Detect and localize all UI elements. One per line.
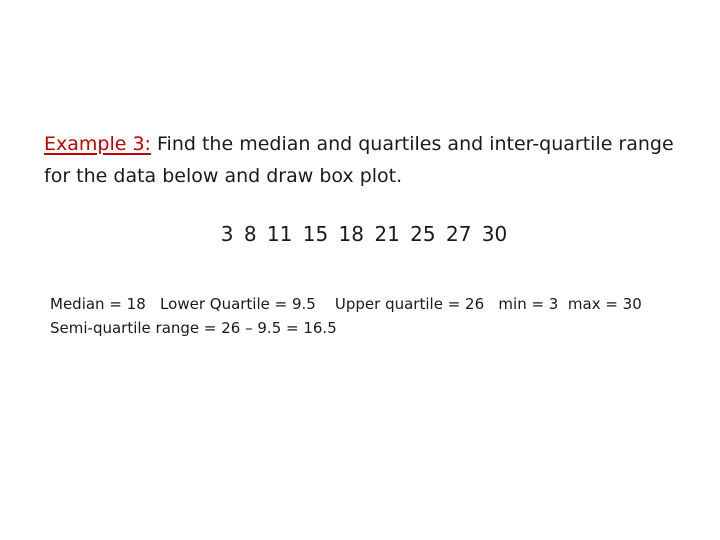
example-label: Example 3: bbox=[44, 133, 151, 155]
answer-line-semi-quartile bbox=[50, 316, 710, 340]
statistics-text: Median = 18 Lower Quartile = 9.5 Upper quartile = 26 min = 3 max = 30 bbox=[50, 295, 642, 313]
question-text bbox=[44, 128, 684, 192]
answer-line-statistics bbox=[50, 292, 710, 316]
semi-quartile-text: Semi-quartile range = 26 – 9.5 = 16.5 bbox=[50, 319, 337, 337]
data-values: 3 8 11 15 18 21 25 27 30 bbox=[220, 222, 508, 246]
answers bbox=[50, 292, 710, 340]
question-body: Find the median and quartiles and inter-quartile range for the data below and draw box plot. bbox=[44, 133, 674, 187]
